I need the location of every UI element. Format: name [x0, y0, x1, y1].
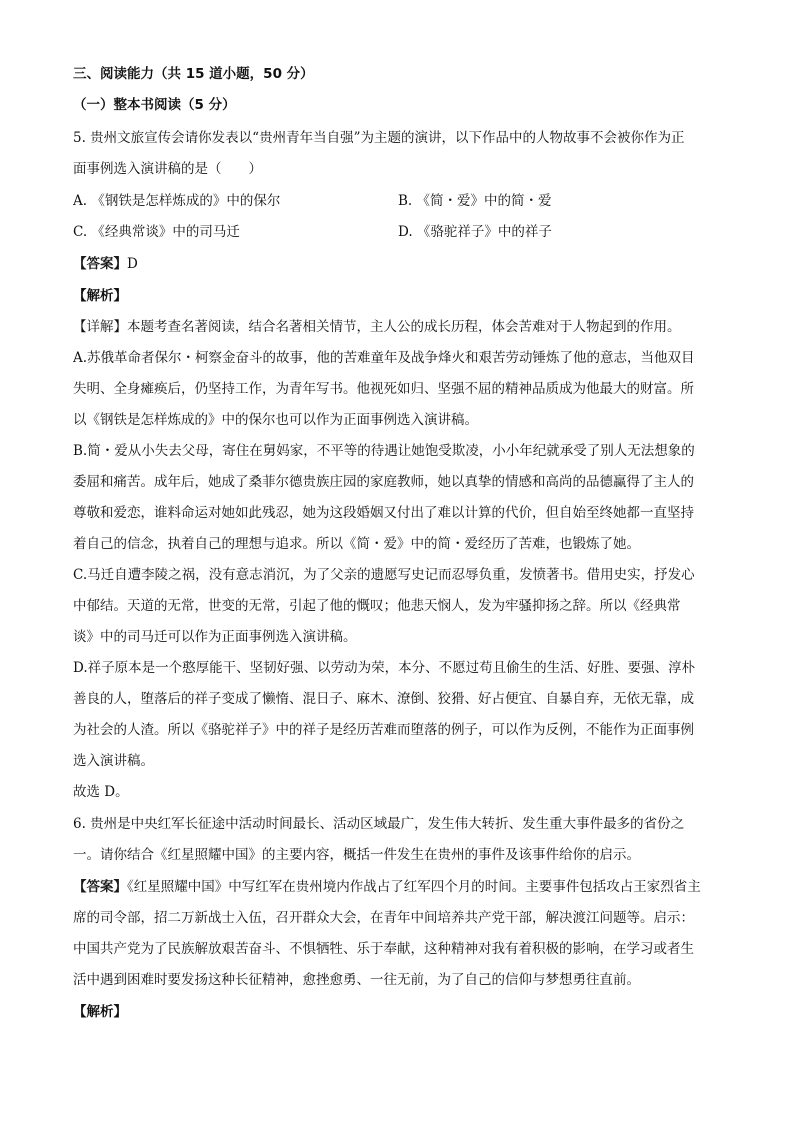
q5-detail-line: 故选 D。	[73, 784, 129, 800]
q5-option-c: C. 《经典常谈》中的司马迁	[73, 224, 240, 240]
q5-stem-line: 5. 贵州文旅宣传会请你发表以“贵州青年当自强”为主题的演讲，以下作品中的人物故事不会被你作为正	[73, 130, 685, 146]
analysis-tag: 【解析】	[73, 288, 127, 304]
answer-value: D	[127, 256, 138, 272]
q5-detail-line: 【详解】本题考查名著阅读，结合名著相关情节，主人公的成长历程，体会苦难对于人物起到的作用。	[73, 319, 681, 335]
q5-detail-line: 失明、全身瘫痪后，仍坚持工作，为青年写书。他视死如归、坚强不屈的精神品质成为他最大的财富。所	[73, 381, 694, 397]
q6-answer-line: 中国共产党为了民族解放艰苦奋斗、不惧牺牲、乐于奉献，这种精神对我有着积极的影响，在学习或者生	[73, 941, 694, 957]
q5-option-b: B. 《简・爱》中的简・爱	[398, 193, 552, 209]
q5-detail-line: 选入演讲稿。	[73, 753, 154, 769]
answer-tag: 【答案】	[73, 879, 127, 895]
q6-answer-line: 席的司令部，招二万新战士入伍，召开群众大会，在青年中间培养共产党干部，解决渡江问题等。启示：	[73, 910, 694, 926]
q5-detail-line: D.祥子原本是一个憨厚能干、坚韧好强、以劳动为荣，本分、不愿过苟且偷生的生活、好胜、要强、淳朴	[73, 660, 696, 676]
answer-text: 《红星照耀中国》中写红军在贵州境内作战占了红军四个月的时间。主要事件包括攻占王家烈省主	[127, 879, 701, 895]
q5-option-a: A. 《钢铁是怎样炼成的》中的保尔	[73, 193, 281, 209]
q6-answer-line	[73, 877, 723, 897]
q5-answer	[73, 254, 723, 274]
q5-option-row	[73, 191, 723, 211]
q6-stem-line: 6. 贵州是中央红军长征途中活动时间最长、活动区域最广，发生伟大转折、发生重大事件最多的省份之	[73, 816, 685, 832]
section-title: 三、阅读能力（共 15 道小题，50 分）	[73, 66, 314, 82]
analysis-tag: 【解析】	[73, 1004, 127, 1020]
q5-detail-line: 谈》中的司马迁可以作为正面事例选入演讲稿。	[73, 629, 357, 645]
q5-detail-line: A.苏俄革命者保尔・柯察金奋斗的故事，他的苦难童年及战争烽火和艰苦劳动锤炼了他的意志，当他双目	[73, 350, 695, 366]
q5-detail-line: C.马迁自遭李陵之祸，没有意志消沉，为了父亲的遗愿写史记而忍辱负重，发愤著书。借用史实，抒发心	[73, 567, 695, 583]
section-subtitle: （一）整本书阅读（5 分）	[73, 97, 236, 113]
q6-answer-line: 活中遇到困难时要发扬这种长征精神，愈挫愈勇、一往无前，为了自己的信仰与梦想勇往直前。	[73, 972, 640, 988]
q5-option-row	[73, 222, 723, 242]
answer-tag: 【答案】	[73, 256, 127, 272]
q5-stem-line: 面事例选入演讲稿的是（ ）	[73, 161, 262, 177]
q5-option-d: D. 《骆驼祥子》中的祥子	[398, 224, 552, 240]
q5-detail-line: 中郁结。天道的无常，世变的无常，引起了他的慨叹；他悲天悯人，发为牢骚抑扬之辞。所以《经典常	[73, 598, 681, 614]
q5-detail-line: 着自己的信念，执着自己的理想与追求。所以《简・爱》中的简・爱经历了苦难，也锻炼了她。	[73, 536, 640, 552]
q5-detail-line: 善良的人，堕落后的祥子变成了懒惰、混日子、麻木、潦倒、狡猾、好占便宜、自暴自弃，无依无靠，成	[73, 691, 694, 707]
q6-stem-line: 一。请你结合《红星照耀中国》的主要内容，概括一件发生在贵州的事件及该事件给你的启示。	[73, 847, 640, 863]
q5-detail-line: 委屈和痛苦。成年后，她成了桑菲尔德贵族庄园的家庭教师，她以真挚的情感和高尚的品德赢得了主人的	[73, 474, 694, 490]
q5-detail-line: 尊敬和爱恋，谁料命运对她如此残忍，她为这段婚姻又付出了难以计算的代价，但自始至终她都一直坚持	[73, 505, 694, 521]
q5-detail-line: B.简・爱从小失去父母，寄住在舅妈家，不平等的待遇让她饱受欺凌，小小年纪就承受了别人无法想象的	[73, 443, 695, 459]
q5-detail-line: 以《钢铁是怎样炼成的》中的保尔也可以作为正面事例选入演讲稿。	[73, 412, 478, 428]
q5-detail-line: 为社会的人渣。所以《骆驼祥子》中的祥子是经历苦难而堕落的例子，可以作为反例，不能作为正面事例	[73, 722, 694, 738]
